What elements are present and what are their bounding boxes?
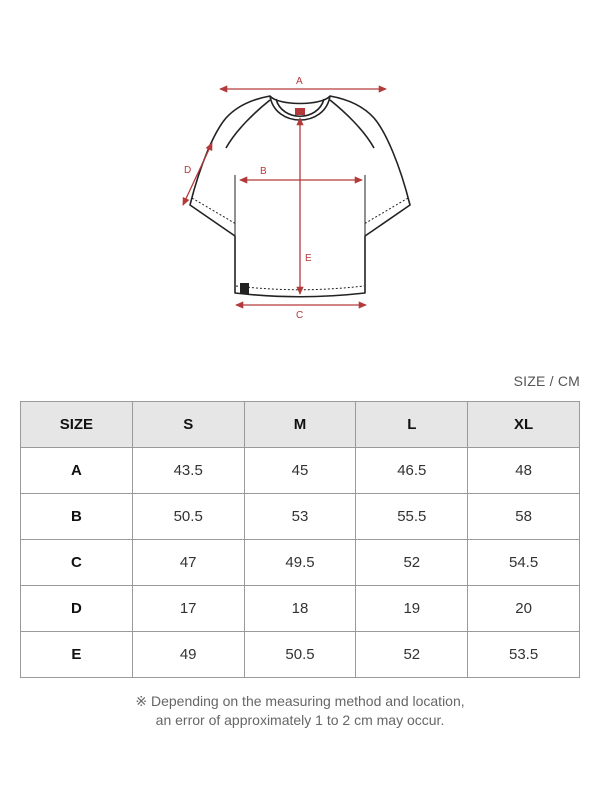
table-cell: 52 <box>356 632 468 678</box>
table-row <box>21 540 580 586</box>
row-label: C <box>21 540 133 586</box>
table-cell: 58 <box>468 494 580 540</box>
row-label: D <box>21 586 133 632</box>
table-cell: 55.5 <box>356 494 468 540</box>
table-cell: 53.5 <box>468 632 580 678</box>
row-label: E <box>21 632 133 678</box>
table-cell: 48 <box>468 448 580 494</box>
tshirt-measurement-diagram <box>0 0 600 340</box>
table-cell: 53 <box>244 494 356 540</box>
note-line-1: ※ Depending on the measuring method and location, <box>135 693 465 709</box>
size-chart-table <box>20 401 580 678</box>
dim-label-a: A <box>296 76 303 87</box>
dim-label-c: C <box>296 310 304 321</box>
neck-label-tag <box>295 108 305 115</box>
table-row <box>21 448 580 494</box>
table-header-row <box>21 402 580 448</box>
table-cell: 49 <box>132 632 244 678</box>
table-cell: 20 <box>468 586 580 632</box>
table-cell: 49.5 <box>244 540 356 586</box>
dim-label-e: E <box>305 253 312 264</box>
dim-label-d: D <box>184 165 192 176</box>
header-l: L <box>356 402 468 448</box>
note-line-2: an error of approximately 1 to 2 cm may occur. <box>155 712 445 728</box>
dim-label-b: B <box>260 166 267 177</box>
table-cell: 45 <box>244 448 356 494</box>
table-cell: 50.5 <box>132 494 244 540</box>
header-size: SIZE <box>21 402 133 448</box>
table-cell: 46.5 <box>356 448 468 494</box>
table-cell: 52 <box>356 540 468 586</box>
row-label: B <box>21 494 133 540</box>
table-cell: 18 <box>244 586 356 632</box>
table-cell: 54.5 <box>468 540 580 586</box>
table-row <box>21 494 580 540</box>
header-xl: XL <box>468 402 580 448</box>
table-cell: 50.5 <box>244 632 356 678</box>
header-m: M <box>244 402 356 448</box>
table-cell: 19 <box>356 586 468 632</box>
table-row <box>21 586 580 632</box>
header-s: S <box>132 402 244 448</box>
dimension-lines <box>183 89 386 305</box>
table-cell: 47 <box>132 540 244 586</box>
table-cell: 43.5 <box>132 448 244 494</box>
row-label: A <box>21 448 133 494</box>
measurement-note <box>0 692 600 730</box>
unit-label: SIZE / CM <box>513 373 580 389</box>
hem-tag <box>240 283 249 294</box>
table-cell: 17 <box>132 586 244 632</box>
table-row <box>21 632 580 678</box>
